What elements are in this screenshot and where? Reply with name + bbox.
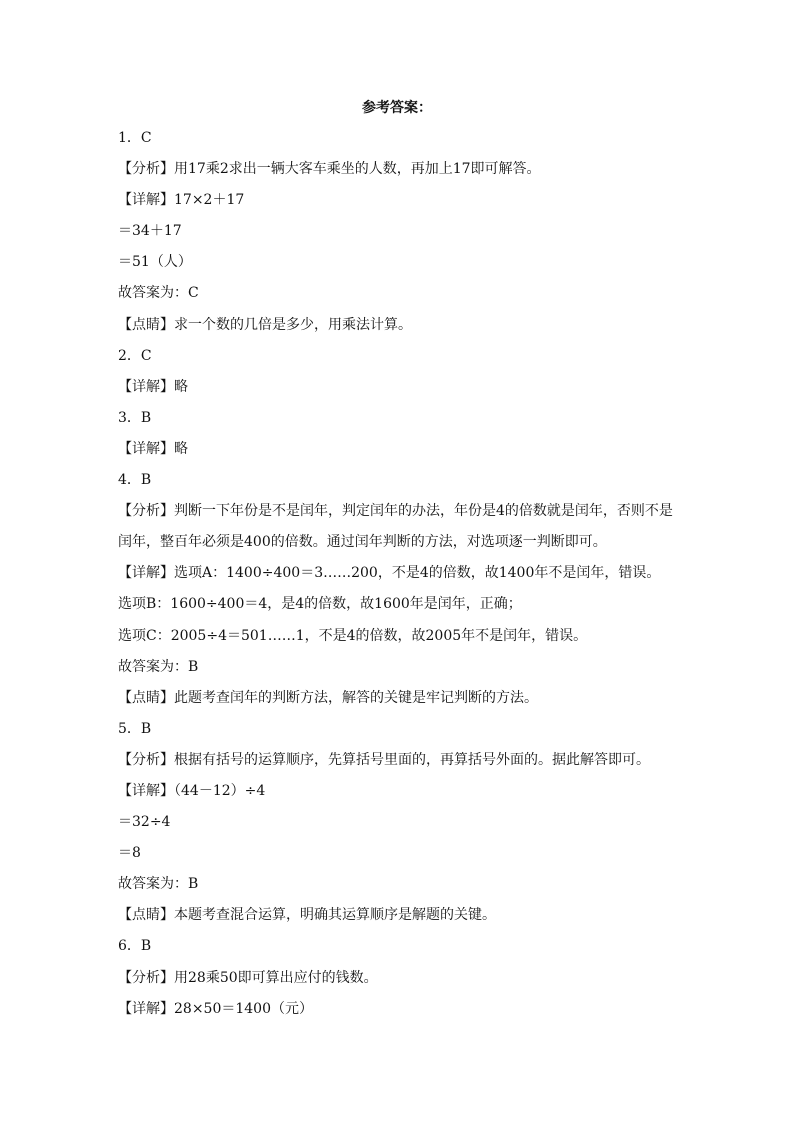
text-line: 【分析】根据有括号的运算顺序，先算括号里面的，再算括号外面的。据此解答即可。 bbox=[118, 751, 650, 768]
text-line: 5．B bbox=[118, 720, 152, 737]
text-line: 【分析】判断一下年份是不是闰年，判定闰年的办法，年份是4的倍数就是闰年，否则不是 bbox=[118, 503, 673, 520]
text-line: 【分析】用17乘2求出一辆大客车乘坐的人数，再加上17即可解答。 bbox=[118, 161, 541, 178]
answer-text-block bbox=[118, 128, 698, 1030]
page-title: 参考答案： bbox=[362, 100, 432, 116]
text-line: 【点睛】本题考查混合运算，明确其运算顺序是解题的关键。 bbox=[118, 907, 496, 924]
text-line: 故答案为：B bbox=[118, 658, 199, 675]
text-line: 故答案为：B bbox=[118, 876, 199, 893]
text-line: 【详解】（44－12）÷4 bbox=[118, 782, 266, 799]
text-line: 6．B bbox=[118, 938, 152, 955]
text-line: 1．C bbox=[118, 130, 152, 146]
text-line: 【分析】用28乘50即可算出应付的钱数。 bbox=[118, 969, 378, 986]
text-line: 闰年，整百年必须是400的倍数。通过闰年判断的方法，对选项逐一判断即可。 bbox=[118, 534, 607, 551]
text-line: 2．C bbox=[118, 347, 152, 364]
text-line: 故答案为：C bbox=[118, 285, 199, 302]
text-line: 【点睛】此题考查闰年的判断方法，解答的关键是牢记判断的方法。 bbox=[118, 689, 538, 706]
text-line: 【详解】略 bbox=[118, 440, 188, 457]
text-line: 【详解】略 bbox=[118, 378, 188, 395]
text-line: ＝34＋17 bbox=[118, 223, 182, 240]
text-line: 【详解】28×50＝1400（元） bbox=[118, 1000, 313, 1017]
text-line: ＝51（人） bbox=[118, 254, 192, 271]
text-line: ＝8 bbox=[118, 845, 141, 862]
text-line: 【详解】选项A：1400÷400＝3……200，不是4的倍数，故1400年不是闰年，错误。 bbox=[118, 565, 661, 582]
text-line: 【详解】17×2＋17 bbox=[118, 192, 245, 209]
text-line: ＝32÷4 bbox=[118, 814, 171, 831]
text-line: 选项B：1600÷400＝4，是4的倍数，故1600年是闰年，正确； bbox=[118, 596, 522, 613]
text-line: 【点睛】求一个数的几倍是多少，用乘法计算。 bbox=[118, 316, 412, 333]
text-line: 选项C：2005÷4＝501……1，不是4的倍数，故2005年不是闰年，错误。 bbox=[118, 627, 588, 644]
text-line: 3．B bbox=[118, 409, 152, 426]
text-line: 4．B bbox=[118, 472, 152, 489]
